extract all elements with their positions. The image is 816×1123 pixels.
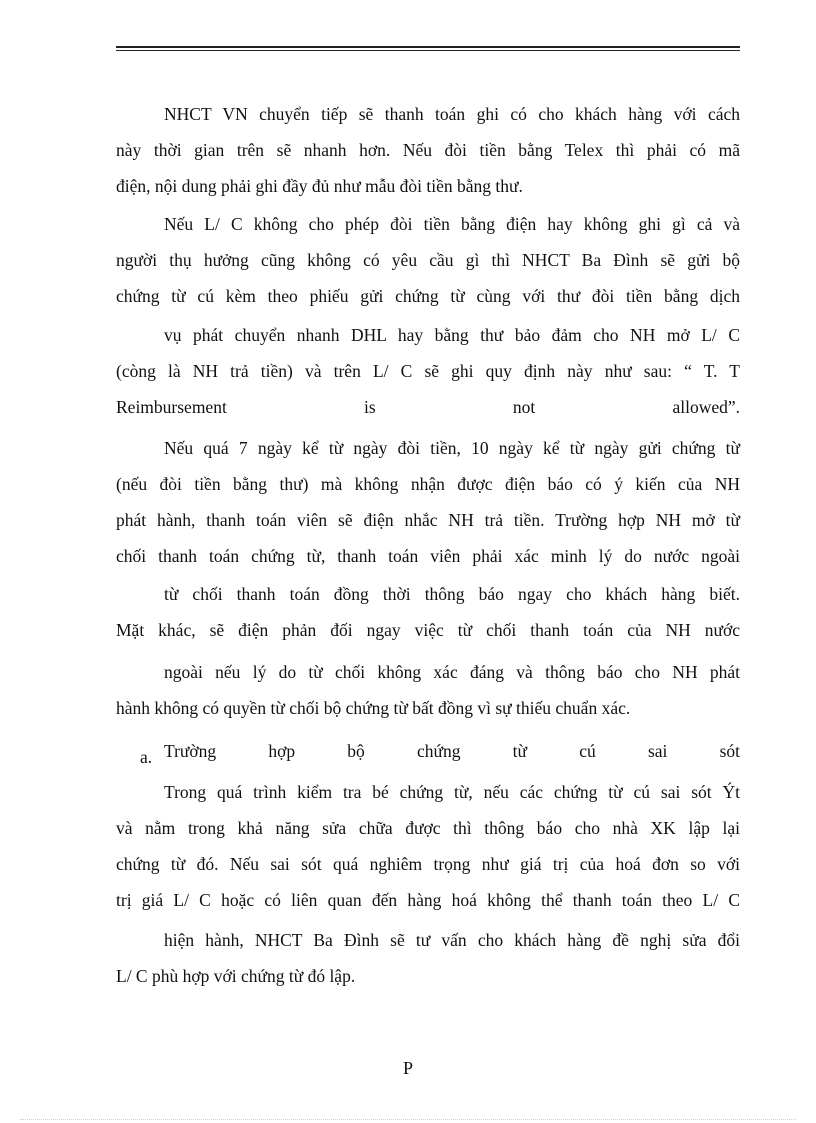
footer-dotted-line	[20, 1119, 796, 1120]
p3-line-2: (còng là NH trả tiền) và trên L/ C sẽ ghi quy định này như sau: “ T. T	[116, 361, 740, 381]
paragraph-6	[116, 654, 740, 726]
paragraph-4	[116, 430, 740, 574]
heading-marker: a.	[140, 747, 153, 767]
header-rule-thick	[116, 46, 740, 48]
p1-line-3: điện, nội dung phải ghi đầy đủ như mẫu đòi tiền bằng thư.	[116, 176, 523, 196]
p4-line-2: (nếu đòi tiền bằng thư) mà không nhận được điện báo có ý kiến của NH	[116, 474, 740, 494]
p2-line-2: người thụ hưởng cũng không có yêu cầu gì thì NHCT Ba Đình sẽ gửi bộ	[116, 250, 740, 270]
section-heading	[116, 733, 740, 769]
paragraph-8	[116, 922, 740, 994]
page-number: P	[402, 1058, 413, 1078]
p3-line-3: Reimbursement is not allowed”.	[116, 397, 740, 417]
p4-line-4: chối thanh toán chứng từ, thanh toán viên phải xác minh lý do nước ngoài	[116, 546, 740, 566]
p4-line-1: Nếu quá 7 ngày kể từ ngày đòi tiền, 10 ngày kể từ ngày gửi chứng từ	[164, 438, 740, 458]
paragraph-7	[116, 774, 740, 918]
p8-line-2: L/ C phù hợp với chứng từ đó lập.	[116, 966, 356, 986]
p5-line-2: Mặt khác, sẽ điện phản đối ngay việc từ chối thanh toán của NH nước	[116, 620, 740, 640]
p7-line-1: Trong quá trình kiểm tra bé chứng từ, nếu các chứng từ cú sai sót Ýt	[164, 782, 740, 802]
p4-line-3: phát hành, thanh toán viên sẽ điện nhắc NH trả tiền. Trường hợp NH mở từ	[116, 510, 740, 530]
header-rule-thin	[116, 50, 740, 51]
paragraph-3	[116, 317, 740, 425]
p7-line-3: chứng từ đó. Nếu sai sót quá nghiêm trọng như giá trị của hoá đơn so với	[116, 854, 740, 874]
p2-line-1: Nếu L/ C không cho phép đòi tiền bằng điện hay không ghi gì cả và	[164, 214, 740, 234]
p1-line-2: này thời gian trên sẽ nhanh hơn. Nếu đòi tiền bằng Telex thì phải có mã	[116, 140, 740, 160]
p7-line-2: và nằm trong khả năng sửa chữa được thì thông báo cho nhà XK lập lại	[116, 818, 740, 838]
paragraph-2	[116, 206, 740, 314]
p8-line-1: hiện hành, NHCT Ba Đình sẽ tư vấn cho khách hàng đề nghị sửa đổi	[164, 930, 740, 950]
p3-line-1: vụ phát chuyển nhanh DHL hay bằng thư bảo đảm cho NH mở L/ C	[164, 325, 740, 345]
p1-line-1: NHCT VN chuyển tiếp sẽ thanh toán ghi có cho khách hàng với cách	[164, 104, 740, 124]
p7-line-4: trị giá L/ C hoặc có liên quan đến hàng hoá không thể thanh toán theo L/ C	[116, 890, 740, 910]
p5-line-1: từ chối thanh toán đồng thời thông báo ngay cho khách hàng biết.	[164, 584, 740, 604]
p2-line-3: chứng từ cú kèm theo phiếu gửi chứng từ cùng với thư đòi tiền bằng dịch	[116, 286, 740, 306]
heading-text: Trường hợp bộ chứng từ cú sai sót	[164, 741, 740, 761]
p6-line-2: hành không có quyền từ chối bộ chứng từ bất đồng vì sự thiếu chuẩn xác.	[116, 698, 631, 718]
paragraph-5	[116, 576, 740, 648]
p6-line-1: ngoài nếu lý do từ chối không xác đáng và thông báo cho NH phát	[164, 662, 740, 682]
paragraph-1	[116, 96, 740, 204]
